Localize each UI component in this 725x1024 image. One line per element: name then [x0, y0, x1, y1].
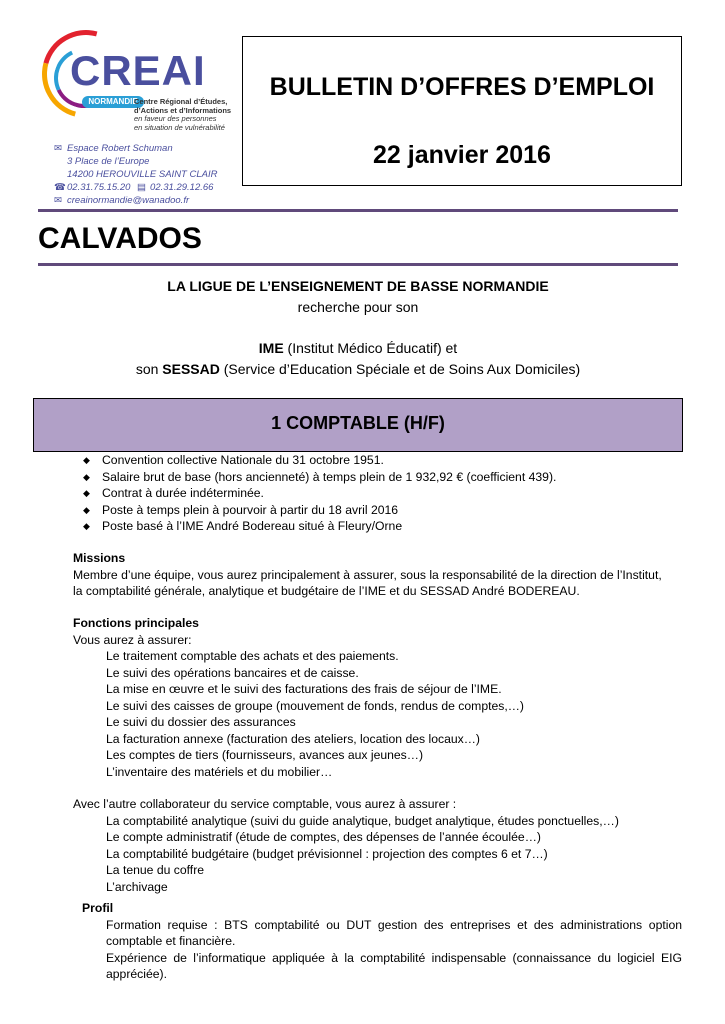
- bullet-icon: ◆: [83, 471, 90, 482]
- email-icon: ✉: [54, 195, 62, 206]
- list-item: [73, 518, 683, 535]
- bullet-icon: ◆: [83, 488, 90, 498]
- list-item: [73, 452, 683, 469]
- list-item: La mise en œuvre et le suivi des facturations des frais de séjour de l’IME.: [106, 682, 502, 696]
- fonctions-section: [73, 615, 693, 895]
- sessad-abbr: SESSAD: [162, 361, 220, 377]
- list-item-text: Contrat à durée indéterminée.: [102, 486, 264, 500]
- bullet-icon: ◆: [83, 521, 90, 531]
- fonctions-intro: Vous aurez à assurer:: [73, 632, 192, 647]
- job-title: 1 COMPTABLE (H/F): [271, 413, 445, 433]
- logo-sub-line: d’Actions et d’Informations: [134, 105, 232, 115]
- list-item-text: Poste basé à l’IME André Bodereau situé à Fleury/Orne: [102, 519, 403, 533]
- list-item: Le traitement comptable des achats et des paiements.: [106, 649, 399, 663]
- missions-heading: Missions: [73, 551, 126, 565]
- list-item-text: Poste à temps plein à pourvoir à partir du 18 avril 2016: [102, 502, 399, 517]
- address-line: Espace Robert Schuman: [67, 143, 173, 154]
- list-item: Le compte administratif (étude de comptes, des dépenses de l’année écoulée…): [106, 830, 541, 844]
- list-item-text: Salaire brut de base (hors ancienneté) à temps plein de 1 932,92 € (coefficient 439).: [102, 469, 557, 484]
- missions-section: [73, 550, 693, 600]
- profil-section: [82, 900, 682, 983]
- address-line: 3 Place de l’Europe: [67, 156, 150, 167]
- list-item: L’archivage: [106, 879, 168, 894]
- list-item: La tenue du coffre: [106, 863, 205, 877]
- list-item: Le suivi du dossier des assurances: [106, 715, 296, 729]
- son-word: son: [135, 361, 163, 377]
- bullet-icon: ◆: [83, 504, 90, 515]
- fax-icon: ▤: [137, 182, 147, 193]
- conditions-list: [73, 452, 683, 535]
- phone-icon: ☎: [54, 182, 66, 193]
- list-item: La facturation annexe (facturation des ateliers, location des locaux…): [106, 731, 480, 746]
- logo-sub-line: en faveur des personnes: [134, 114, 217, 123]
- logo-band: NORMANDIE: [82, 96, 144, 108]
- list-item: Le suivi des caisses de groupe (mouvement de fonds, rendus de comptes,…): [106, 698, 524, 713]
- missions-text: la comptabilité générale, analytique et budgétaire de l’IME et du SESSAD André BODEREAU.: [73, 584, 580, 598]
- fonctions-heading: Fonctions principales: [73, 616, 199, 630]
- ime-desc: (Institut Médico Éducatif) et: [283, 340, 458, 356]
- employer-name: LA LIGUE DE L’ENSEIGNEMENT DE BASSE NORMANDIE: [167, 278, 549, 294]
- employer-recherche: recherche pour son: [297, 299, 419, 315]
- envelope-icon: ✉: [54, 143, 62, 154]
- profil-text: Formation requise : BTS comptabilité ou DUT gestion des entreprises et des administrations option comptable et financière.: [106, 917, 682, 948]
- divider: [38, 209, 678, 212]
- creai-logo: [38, 24, 238, 136]
- employer-sessad: [38, 359, 678, 379]
- logo-sub-line: en situation de vulnérabilité: [134, 122, 225, 132]
- fax-number: 02.31.29.12.66: [150, 182, 214, 193]
- bulletin-title: BULLETIN D’OFFRES D’EMPLOI: [269, 73, 655, 101]
- bulletin-title-box: [242, 36, 682, 186]
- profil-heading: Profil: [82, 901, 114, 915]
- missions-text: Membre d’une équipe, vous aurez principalement à assurer, sous la responsabilité de la direction de l’Institut,: [73, 567, 662, 582]
- list-item: L’inventaire des matériels et du mobilier…: [106, 764, 333, 779]
- employer-ime: [38, 338, 678, 358]
- region-heading: CALVADOS: [38, 222, 202, 255]
- list-item: [73, 485, 683, 502]
- address-line: 14200 HEROUVILLE SAINT CLAIR: [67, 169, 218, 180]
- divider: [38, 263, 678, 266]
- list-item: Le suivi des opérations bancaires et de caisse.: [106, 665, 359, 680]
- fonctions-intro-2: Avec l’autre collaborateur du service comptable, vous aurez à assurer :: [73, 797, 457, 811]
- ime-abbr: IME: [258, 340, 284, 356]
- phone-number: 02.31.75.15.20: [67, 182, 131, 193]
- list-item: [73, 469, 683, 486]
- list-item: La comptabilité analytique (suivi du guide analytique, budget analytique, études ponctuelles,…): [106, 813, 619, 828]
- sessad-desc: (Service d’Education Spéciale et de Soins Aux Domiciles): [219, 361, 581, 377]
- profil-text: Expérience de l’informatique appliquée à la comptabilité indispensable (connaissance du logiciel EIG appréciée).: [106, 950, 682, 981]
- email-address[interactable]: creainormandie@wanadoo.fr: [67, 195, 190, 206]
- list-item: [73, 502, 683, 519]
- job-title-band: [33, 398, 683, 452]
- contact-block: [54, 142, 244, 207]
- list-item-text: Convention collective Nationale du 31 octobre 1951.: [102, 453, 384, 467]
- list-item: Les comptes de tiers (fournisseurs, avances aux jeunes…): [106, 748, 424, 762]
- logo-sub-line: Centre Régional d’Études,: [134, 97, 228, 106]
- bulletin-date: 22 janvier 2016: [373, 141, 551, 169]
- list-item: La comptabilité budgétaire (budget prévisionnel : projection des comptes 6 et 7…): [106, 846, 548, 861]
- logo-word: CREAI: [70, 47, 206, 94]
- bullet-icon: ◆: [83, 455, 90, 465]
